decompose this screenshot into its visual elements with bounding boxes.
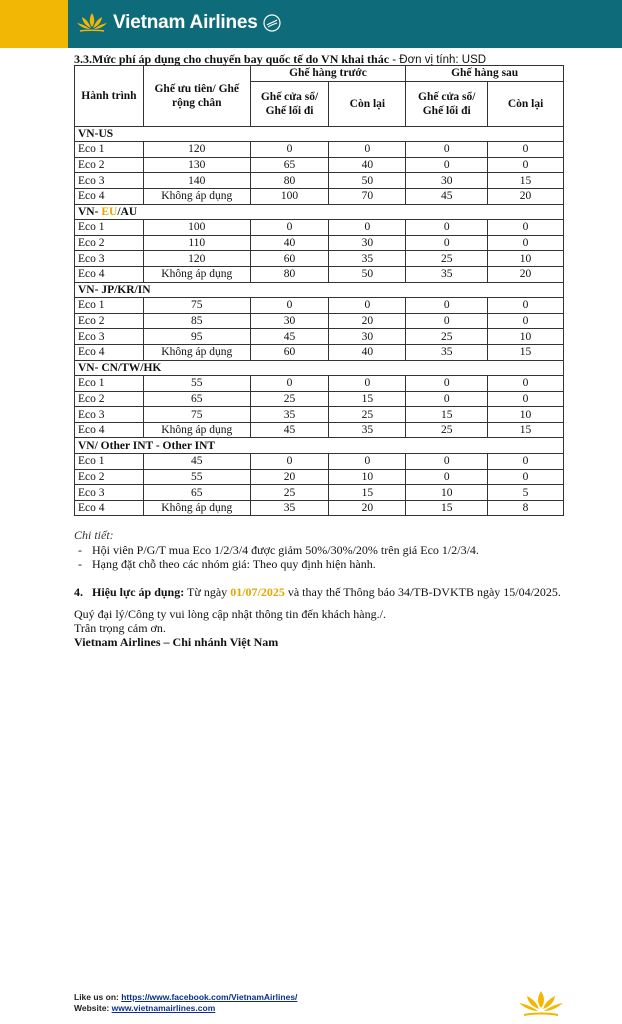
brand-name: Vietnam Airlines — [113, 12, 258, 33]
fare-class-cell: Eco 2 — [75, 235, 144, 251]
fee-cell: 0 — [488, 376, 564, 392]
fare-class-cell: Eco 3 — [75, 407, 144, 423]
header-front-rows: Ghế hàng trước — [250, 66, 406, 82]
fee-cell: 75 — [143, 298, 250, 314]
facebook-link[interactable]: https://www.facebook.com/VietnamAirlines/ — [121, 992, 298, 1002]
fee-cell: 0 — [250, 376, 329, 392]
fee-cell: 0 — [250, 220, 329, 236]
fee-cell: 65 — [143, 391, 250, 407]
fee-cell: 10 — [488, 329, 564, 345]
fee-cell: 0 — [488, 235, 564, 251]
fee-cell: 0 — [406, 313, 488, 329]
fee-cell: 35 — [250, 407, 329, 423]
fee-cell: 120 — [143, 251, 250, 267]
fee-cell: 45 — [250, 329, 329, 345]
note-dash: - — [78, 542, 82, 557]
fare-class-cell: Eco 4 — [75, 344, 144, 360]
footer-lotus-icon — [518, 990, 564, 1018]
fee-cell: 70 — [329, 188, 406, 204]
website-link[interactable]: www.vietnamairlines.com — [111, 1003, 216, 1013]
fee-cell: 0 — [488, 454, 564, 470]
fee-cell: 0 — [488, 142, 564, 158]
fee-cell: 0 — [488, 220, 564, 236]
skyteam-icon — [263, 14, 281, 32]
fee-cell: 0 — [406, 142, 488, 158]
fee-cell: 0 — [406, 469, 488, 485]
section-unit: - Đơn vị tính: USD — [389, 54, 487, 66]
fee-cell: 0 — [250, 454, 329, 470]
route-group-row — [75, 438, 564, 454]
route-group-row — [75, 360, 564, 376]
header-front-window-aisle: Ghế cửa sổ/ Ghế lối đi — [250, 81, 329, 126]
fee-cell: Không áp dụng — [143, 500, 250, 516]
header-priority-seat: Ghế ưu tiên/ Ghế rộng chân — [143, 66, 250, 127]
fee-cell: 0 — [329, 142, 406, 158]
fee-cell: 65 — [250, 157, 329, 173]
fare-class-cell: Eco 3 — [75, 173, 144, 189]
header-rear-remaining: Còn lại — [488, 81, 564, 126]
fare-class-cell: Eco 4 — [75, 266, 144, 282]
fee-cell: 15 — [488, 173, 564, 189]
fee-cell: 0 — [406, 454, 488, 470]
effective-text-after: và thay thế Thông báo 34/TB-DVKTB ngày 15/04/2025. — [284, 585, 561, 599]
effective-date-section — [74, 585, 561, 600]
fee-cell: 110 — [143, 235, 250, 251]
route-group-name-highlight: EU — [101, 205, 118, 218]
note-dash: - — [78, 557, 82, 571]
table-row — [75, 344, 564, 360]
table-row — [75, 251, 564, 267]
fee-table — [74, 65, 564, 516]
fee-cell: 5 — [488, 485, 564, 501]
effective-date: 01/07/2025 — [230, 585, 285, 599]
fee-cell: 40 — [250, 235, 329, 251]
fee-cell: 40 — [329, 157, 406, 173]
fee-cell: 75 — [143, 407, 250, 423]
fee-cell: Không áp dụng — [143, 188, 250, 204]
fee-cell: 15 — [406, 500, 488, 516]
fee-cell: 55 — [143, 376, 250, 392]
table-row — [75, 329, 564, 345]
table-row — [75, 298, 564, 314]
fare-class-cell: Eco 1 — [75, 376, 144, 392]
header-rear-window-aisle: Ghế cửa sổ/ Ghế lối đi — [406, 81, 488, 126]
fee-cell: 30 — [329, 235, 406, 251]
route-group-name-part: VN- CN/TW/HK — [78, 361, 162, 374]
signature: Vietnam Airlines – Chi nhánh Việt Nam — [74, 635, 279, 649]
route-group-name — [75, 126, 564, 142]
fare-class-cell: Eco 3 — [75, 485, 144, 501]
fee-cell: 8 — [488, 500, 564, 516]
fare-class-cell: Eco 1 — [75, 220, 144, 236]
fee-cell: 0 — [406, 391, 488, 407]
fee-cell: 35 — [329, 251, 406, 267]
fee-cell: 30 — [250, 313, 329, 329]
header-bar — [0, 0, 622, 48]
table-row — [75, 500, 564, 516]
route-group-name-part: VN/ Other INT - Other INT — [78, 439, 216, 452]
fee-cell: 20 — [329, 313, 406, 329]
fee-cell: 45 — [250, 422, 329, 438]
fare-class-cell: Eco 3 — [75, 251, 144, 267]
footer-like-label: Like us on: — [74, 992, 122, 1002]
fee-cell: 35 — [329, 422, 406, 438]
fee-cell: 45 — [406, 188, 488, 204]
fare-class-cell: Eco 1 — [75, 454, 144, 470]
fee-cell: 20 — [488, 188, 564, 204]
table-row — [75, 235, 564, 251]
fee-cell: 0 — [488, 313, 564, 329]
fee-cell: 15 — [488, 344, 564, 360]
route-group-name — [75, 282, 564, 298]
fare-class-cell: Eco 2 — [75, 313, 144, 329]
fee-cell: 30 — [329, 329, 406, 345]
table-row — [75, 391, 564, 407]
fee-cell: 140 — [143, 173, 250, 189]
route-group-name — [75, 204, 564, 220]
fare-class-cell: Eco 4 — [75, 500, 144, 516]
fee-cell: Không áp dụng — [143, 266, 250, 282]
fee-cell: 0 — [406, 298, 488, 314]
fee-cell: 10 — [406, 485, 488, 501]
table-row — [75, 469, 564, 485]
closing-line-2: Trân trọng cảm ơn. — [74, 621, 166, 635]
fee-cell: 40 — [329, 344, 406, 360]
fee-cell: 35 — [406, 344, 488, 360]
fee-cell: 15 — [329, 391, 406, 407]
fee-cell: 100 — [250, 188, 329, 204]
fee-cell: 50 — [329, 173, 406, 189]
fee-table-body — [75, 126, 564, 516]
fee-cell: 65 — [143, 485, 250, 501]
route-group-name-part: VN- JP/KR/IN — [78, 283, 151, 296]
fare-class-cell: Eco 1 — [75, 142, 144, 158]
note-text: Hạng đặt chỗ theo các nhóm giá: Theo quy định hiện hành. — [92, 557, 376, 571]
fee-cell: 10 — [488, 251, 564, 267]
brand-logo — [76, 11, 281, 35]
fee-cell: 50 — [329, 266, 406, 282]
fee-cell: 0 — [329, 298, 406, 314]
table-row — [75, 188, 564, 204]
fee-cell: 0 — [406, 376, 488, 392]
route-group-row — [75, 204, 564, 220]
footer-website-label: Website: — [74, 1003, 112, 1013]
fee-cell: 0 — [329, 376, 406, 392]
fare-class-cell: Eco 2 — [75, 157, 144, 173]
closing-section — [74, 607, 386, 649]
table-row — [75, 376, 564, 392]
closing-line-1: Quý đại lý/Công ty vui lòng cập nhật thông tin đến khách hàng./. — [74, 607, 386, 621]
fee-cell: 25 — [406, 251, 488, 267]
fee-cell: 10 — [329, 469, 406, 485]
fee-cell: 30 — [406, 173, 488, 189]
route-group-name-part: VN-US — [78, 127, 114, 140]
table-row — [75, 422, 564, 438]
table-row — [75, 157, 564, 173]
table-row — [75, 142, 564, 158]
route-group-name — [75, 438, 564, 454]
fee-cell: 80 — [250, 266, 329, 282]
fare-class-cell: Eco 4 — [75, 422, 144, 438]
fee-cell: 0 — [488, 298, 564, 314]
notes-section — [74, 528, 479, 572]
fee-cell: 25 — [250, 391, 329, 407]
route-group-row — [75, 282, 564, 298]
fee-cell: 20 — [488, 266, 564, 282]
route-group-row — [75, 126, 564, 142]
fee-cell: 0 — [250, 298, 329, 314]
fare-class-cell: Eco 2 — [75, 391, 144, 407]
fee-cell: 20 — [329, 500, 406, 516]
effective-text-before: Từ ngày — [184, 585, 231, 599]
fee-cell: 95 — [143, 329, 250, 345]
footer — [74, 992, 297, 1014]
fee-cell: 0 — [329, 220, 406, 236]
fee-cell: Không áp dụng — [143, 422, 250, 438]
fee-cell: 45 — [143, 454, 250, 470]
fare-class-cell: Eco 4 — [75, 188, 144, 204]
table-row — [75, 407, 564, 423]
table-row — [75, 173, 564, 189]
table-row — [75, 454, 564, 470]
header-route: Hành trình — [75, 66, 144, 127]
fee-cell: 0 — [488, 391, 564, 407]
route-group-name-part: /AU — [117, 205, 138, 218]
header-gold-block — [0, 0, 68, 48]
notes-list — [74, 543, 479, 572]
fare-class-cell: Eco 2 — [75, 469, 144, 485]
fee-cell: 15 — [329, 485, 406, 501]
route-group-name-part: VN- — [78, 205, 102, 218]
fee-cell: 0 — [406, 220, 488, 236]
notes-item — [74, 557, 479, 572]
note-text: Hội viên P/G/T mua Eco 1/2/3/4 được giảm 50%/30%/20% trên giá Eco 1/2/3/4. — [92, 542, 479, 557]
effective-label: Hiệu lực áp dụng: — [92, 585, 185, 599]
table-row — [75, 485, 564, 501]
fee-cell: 0 — [488, 469, 564, 485]
table-row — [75, 313, 564, 329]
section-title-text: 3.3.Mức phí áp dụng cho chuyến bay quốc tế do VN khai thác — [74, 52, 390, 66]
fee-cell: 35 — [406, 266, 488, 282]
fee-cell: 130 — [143, 157, 250, 173]
fee-cell: 55 — [143, 469, 250, 485]
fee-cell: 25 — [406, 329, 488, 345]
fare-class-cell: Eco 3 — [75, 329, 144, 345]
fee-cell: 120 — [143, 142, 250, 158]
fee-cell: 10 — [488, 407, 564, 423]
fee-cell: 0 — [406, 235, 488, 251]
route-group-name — [75, 360, 564, 376]
fee-cell: 0 — [488, 157, 564, 173]
fee-cell: 100 — [143, 220, 250, 236]
notes-title: Chi tiết: — [74, 528, 114, 542]
fee-cell: 60 — [250, 344, 329, 360]
fee-cell: Không áp dụng — [143, 344, 250, 360]
fee-cell: 25 — [250, 485, 329, 501]
header-rear-rows: Ghế hàng sau — [406, 66, 564, 82]
lotus-icon — [76, 11, 108, 35]
fee-cell: 60 — [250, 251, 329, 267]
header-front-remaining: Còn lại — [329, 81, 406, 126]
fee-cell: 80 — [250, 173, 329, 189]
fee-cell: 25 — [406, 422, 488, 438]
fee-cell: 15 — [406, 407, 488, 423]
fee-cell: 0 — [250, 142, 329, 158]
fee-cell: 15 — [488, 422, 564, 438]
fee-cell: 25 — [329, 407, 406, 423]
fee-cell: 20 — [250, 469, 329, 485]
effective-number: 4. — [74, 585, 83, 599]
fee-cell: 35 — [250, 500, 329, 516]
table-row — [75, 266, 564, 282]
notes-item — [74, 543, 479, 558]
fee-cell: 0 — [329, 454, 406, 470]
fee-cell: 85 — [143, 313, 250, 329]
table-row — [75, 220, 564, 236]
fare-class-cell: Eco 1 — [75, 298, 144, 314]
fee-cell: 0 — [406, 157, 488, 173]
